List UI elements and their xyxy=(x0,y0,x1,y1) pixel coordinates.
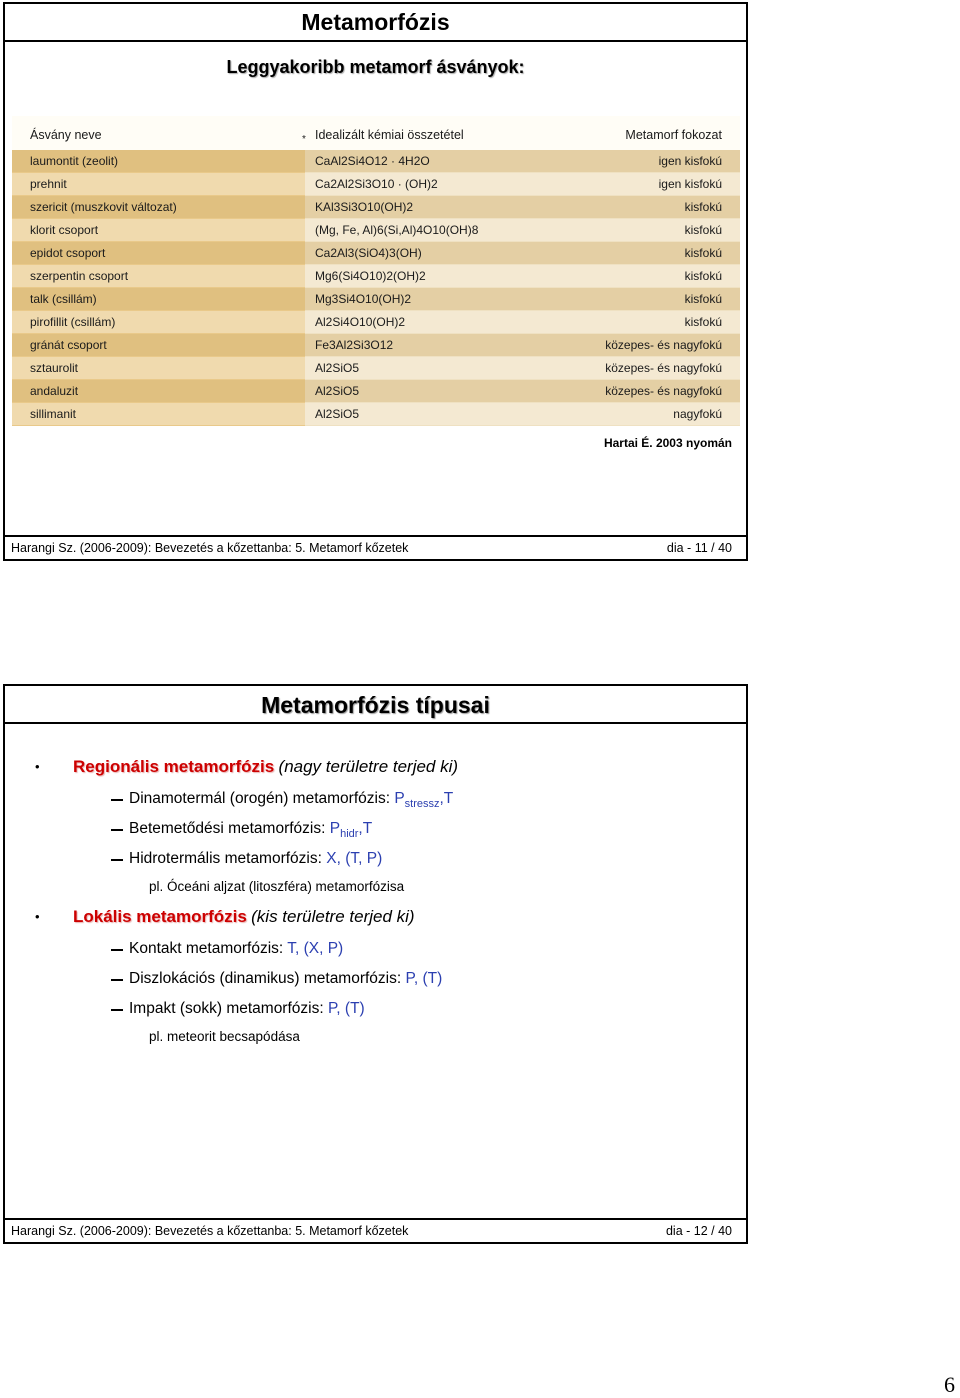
cell-grade: kisfokú xyxy=(684,200,722,214)
cell-grade: közepes- és nagyfokú xyxy=(605,384,722,398)
table-row xyxy=(12,334,740,356)
cell-grade: kisfokú xyxy=(684,223,722,237)
footer-course: Harangi Sz. (2006-2009): Bevezetés a kőzettanba: 5. Metamorf kőzetek xyxy=(11,541,409,555)
cell-grade: közepes- és nagyfokú xyxy=(605,338,722,352)
dash xyxy=(111,799,123,801)
cell-grade: nagyfokú xyxy=(673,407,722,421)
slide-footer xyxy=(5,1218,746,1242)
cell-mineral: sillimanit xyxy=(30,407,77,421)
cell-formula: Ca2Al2Si3O10 · (OH)2 xyxy=(315,177,438,191)
cell-mineral: szerpentin csoport xyxy=(30,269,129,283)
mineral-table xyxy=(12,116,740,426)
cell-formula: Al2SiO5 xyxy=(315,361,360,375)
dash xyxy=(111,829,123,831)
note-oceanic: pl. Óceáni aljzat (litoszféra) metamorfózisa xyxy=(149,879,405,894)
cell-grade: kisfokú xyxy=(684,246,722,260)
table-row xyxy=(12,288,740,310)
cell-mineral: klorit csoport xyxy=(30,223,99,237)
page-number: 6 xyxy=(944,1372,955,1397)
cell-grade: közepes- és nagyfokú xyxy=(605,361,722,375)
note-meteorite: pl. meteorit becsapódása xyxy=(149,1029,300,1044)
bullet-dot: • xyxy=(35,909,40,924)
item-betemetodesi: Betemetődési metamorfózis: $P_{hidr},T$ xyxy=(129,820,373,841)
image-credit: Hartai É. 2003 nyomán xyxy=(603,436,732,450)
bullet-dot: • xyxy=(35,759,40,774)
cell-mineral: laumontit (zeolit) xyxy=(30,154,119,168)
table-row xyxy=(12,357,740,379)
dash xyxy=(111,949,123,951)
dash xyxy=(111,979,123,981)
cell-formula: Al2Si4O10(OH)2 xyxy=(315,315,406,329)
table-row xyxy=(12,311,740,333)
cell-mineral: talk (csillám) xyxy=(30,292,97,306)
cell-grade: kisfokú xyxy=(684,269,722,283)
header-mineral: Ásvány neve xyxy=(30,128,102,142)
table-row xyxy=(12,242,740,264)
cell-mineral: szericit (muszkovit változat) xyxy=(30,200,177,214)
cell-grade: kisfokú xyxy=(684,315,722,329)
table-row xyxy=(12,219,740,241)
table-row xyxy=(12,150,740,172)
cell-grade: igen kisfokú xyxy=(658,177,722,191)
dash xyxy=(111,859,123,861)
cell-formula: Al2SiO5 xyxy=(315,407,360,421)
footer-slide-number: dia - 12 / 40 xyxy=(665,1224,732,1238)
bullet-local: Lokális metamorfózis (kis területre terjed ki) xyxy=(73,907,415,926)
item-diszlokacios: Diszlokációs (dinamikus) metamorfózis: P, (T) xyxy=(129,970,443,987)
table-row xyxy=(12,265,740,287)
slide-subtitle: Leggyakoribb metamorf ásványok: xyxy=(226,57,525,77)
table-row xyxy=(12,196,740,218)
slide-footer xyxy=(5,535,746,559)
slide-title: Metamorfózis xyxy=(5,4,746,42)
bullet-regional: Regionális metamorfózis (nagy területre terjed ki) xyxy=(73,757,459,776)
item-hidrotermalis: Hidrotermális metamorfózis: X, (T, P) xyxy=(129,850,383,867)
table-row xyxy=(12,403,740,425)
slide-title: Metamorfózis típusai xyxy=(5,686,746,724)
table-header: Ásvány neve * Idealizált kémiai összetétel Metamorf fokozat xyxy=(30,128,722,145)
cell-formula: KAl3Si3O10(OH)2 xyxy=(315,200,414,214)
cell-mineral: andaluzit xyxy=(30,384,79,398)
footer-course: Harangi Sz. (2006-2009): Bevezetés a kőzettanba: 5. Metamorf kőzetek xyxy=(11,1224,409,1238)
cell-formula: CaAl2Si4O12 · 4H2O xyxy=(315,154,430,168)
cell-mineral: sztaurolit xyxy=(30,361,79,375)
header-grade: Metamorf fokozat xyxy=(625,128,722,142)
item-kontakt: Kontakt metamorfózis: T, (X, P) xyxy=(129,940,344,957)
cell-formula: Fe3Al2Si3O12 xyxy=(315,338,394,352)
cell-grade: kisfokú xyxy=(684,292,722,306)
slide-12 xyxy=(3,684,748,1244)
cell-formula: Mg3Si4O10(OH)2 xyxy=(315,292,412,306)
table-row xyxy=(12,173,740,195)
cell-grade: igen kisfokú xyxy=(658,154,722,168)
cell-formula: Al2SiO5 xyxy=(315,384,360,398)
cell-formula: Ca2Al3(SiO4)3(OH) xyxy=(315,246,422,260)
footer-slide-number: dia - 11 / 40 xyxy=(666,541,732,555)
item-dinamotermal: Dinamotermál (orogén) metamorfózis: $P_{stressz},T$ xyxy=(129,790,454,811)
dash xyxy=(111,1009,123,1011)
header-formula: Idealizált kémiai összetétel xyxy=(315,128,464,142)
cell-formula: Mg6(Si4O10)2(OH)2 xyxy=(315,269,426,283)
cell-mineral: pirofillit (csillám) xyxy=(30,315,116,329)
cell-mineral: epidot csoport xyxy=(30,246,106,260)
item-impakt: Impakt (sokk) metamorfózis: P, (T) xyxy=(129,1000,365,1017)
cell-mineral: gránát csoport xyxy=(30,338,107,352)
cell-formula: (Mg, Fe, Al)6(Si,Al)4O10(OH)8 xyxy=(315,223,479,237)
cell-mineral: prehnit xyxy=(30,177,67,191)
table-row xyxy=(12,380,740,402)
slide-11 xyxy=(3,2,748,561)
